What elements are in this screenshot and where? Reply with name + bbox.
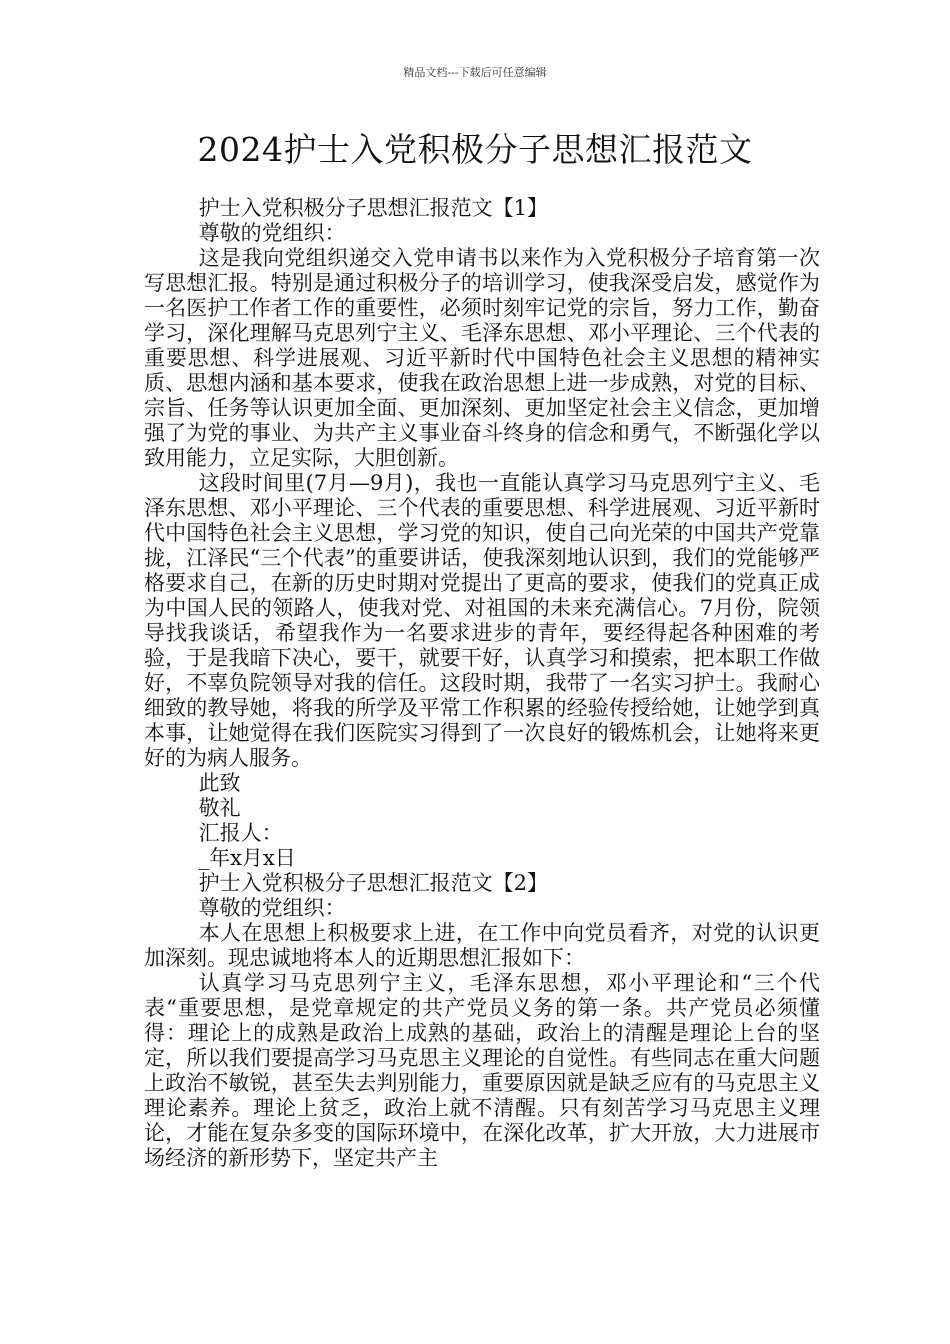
section-heading-2: 护士入党积极分子思想汇报范文【2】 [198, 871, 548, 895]
salutation-2: 尊敬的党组织： [198, 896, 346, 920]
body-paragraph: 本人在思想上积极要求上进，在工作中向党员看齐，对党的认识更加深刻。现忠诚地将本人的近期思想汇报如下： [144, 921, 820, 970]
signature-label: 汇报人： [198, 821, 283, 845]
closing-line: 此致 [198, 771, 241, 795]
body-paragraph: 这段时间里(7月—9月)，我也一直能认真学习马克思列宁主义、毛泽东思想、邓小平理论、三个代表的重要思想、科学进展观、习近平新时代中国特色社会主义思想，学习党的知识，使自己向光荣的中国共产党靠拢，江泽民“三个代表”的重要讲话，使我深刻地认识到，我们的党能够严格要求自己，在新的历史时期对党提出了更高的要求，使我们的党真正成为中国人民的领路人，使我对党、对祖国的未来充满信心。7月份，院领导找我谈话，希望我作为一名要求进步的青年，要经得起各种困难的考验，于是我暗下决心，要干，就要干好，认真学习和摸索，把本职工作做好，不辜负院领导对我的信任。这段时期，我带了一名实习护士。我耐心细致的教导她，将我的所学及平常工作积累的经验传授给她，让她学到真本事，让她觉得在我们医院实习得到了一次良好的锻炼机会，让她将来更好的为病人服务。 [144, 471, 820, 770]
salutation-1: 尊敬的党组织： [198, 221, 346, 245]
body-paragraph: 这是我向党组织递交入党申请书以来作为入党积极分子培育第一次写思想汇报。特别是通过积极分子的培训学习，使我深受启发，感觉作为一名医护工作者工作的重要性，必须时刻牢记党的宗旨，努力工作，勤奋学习，深化理解马克思列宁主义、毛泽东思想、邓小平理论、三个代表的重要思想、科学进展观、习近平新时代中国特色社会主义思想的精神实质、思想内涵和基本要求，使我在政治思想上进一步成熟，对党的目标、宗旨、任务等认识更加全面、更加深刻、更加坚定社会主义信念，更加增强了为党的事业、为共产主义事业奋斗终身的信念和勇气，不断强化学以致用能力，立足实际，大胆创新。 [144, 246, 820, 470]
date-line: _年x月x日 [198, 846, 296, 870]
body-paragraph: 认真学习马克思列宁主义，毛泽东思想，邓小平理论和“三个代表“重要思想，是党章规定的共产党员义务的第一条。共产党员必须懂得：理论上的成熟是政治上成熟的基础，政治上的清醒是理论上台的坚定，所以我们要提高学习马克思主义理论的自觉性。有些同志在重大问题上政治不敏锐，甚至失去判别能力，重要原因就是缺乏应有的马克思主义理论素养。理论上贫乏，政治上就不清醒。只有刻苦学习马克思主义理论，才能在复杂多变的国际环境中，在深化改革，扩大开放，大力进展市场经济的新形势下，坚定共产主 [144, 971, 820, 1170]
header-note: 精品文档---下载后可任意编辑 [403, 66, 547, 79]
closing-line: 敬礼 [198, 796, 241, 820]
document-body [144, 196, 820, 1171]
document-title: 2024护士入党积极分子思想汇报范文 [197, 130, 753, 169]
section-heading-1: 护士入党积极分子思想汇报范文【1】 [198, 196, 548, 220]
